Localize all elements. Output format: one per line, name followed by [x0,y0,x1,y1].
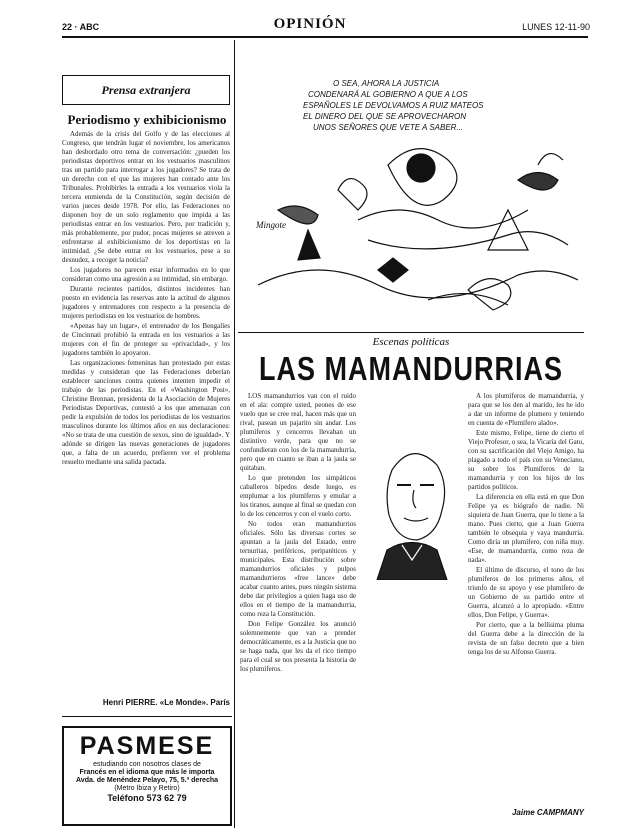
editorial-cartoon [238,70,584,322]
left-paragraph: Además de la crisis del Golfo y de las elecciones al Congreso, que tendrán lugar el noviembre, los americanos han desbordado otro tema de conversación: ¿pueden los periodistas deportivos entrar en los vestuarios masculinos tras un partido para interrogar a los jugadores? Se trata de un derecho con el que las mujeres han contado ante los Tribunales. Prohibirles la entrada a los vestuarios viola la tercera enmienda de la Constitución, según decisión de varios jueces desde 1978. Por ello, las Federaciones no disponen hoy de un solo reglamento que impida a las periodistas entrar en los vestuarios. Pero, por tradición y, más probablemente, por pudor, pocas mujeres se atreven a enfrentarse al exhibicionismo de los deportistas en la intimidad. ¿Se debe entrar en los vestuarios, pese a su desnudez, a recoger la noticia? [62,130,230,264]
cartoon-drawing [238,70,584,322]
portrait-drawing [362,430,462,580]
cartoon-caption: O SEA, AHORA LA JUSTICIA [333,79,440,88]
ad-metro: (Metro Ibiza y Retiro) [114,785,180,792]
cartoon-scene [258,149,578,310]
cartoon-caption: EL DINERO DEL QUE SE APROVECHARON [303,112,467,121]
ad-line: Francés en el idioma que más le importa [79,769,215,776]
article-paragraph: No todos eran mamandurrios oficiales. Sólo las diversas cortes se apuntan a la jaula del Estado, entre ternuritas, periféricos, peripatéticos y municipales. Esta distribución sobre mamandurrios oficiales y pulpos mamandurrieros «free lance» debe acabar cuanto antes, pues ningún sistema debe dar privilegios a quien haga uso de ellos en el tiempo de la mamandurria, como reza la Constitución. [240,520,356,618]
article-col-1 [240,392,356,822]
article-paragraph: El último de discurso, el tono de los plumíferos de los primeros años, el triunfo de su apoyo y ese plumífero de un Gobierno de su partido entre el Guerra, alcanzó a lo apropiado. «Entre ellos, Don Felipe, y Guerra». [468,566,584,619]
column-divider [234,40,235,828]
left-article-title: Periodismo y exhibicionismo [67,112,227,127]
issue-date: LUNES 12-11-90 [522,22,590,32]
article-paragraph: Don Felipe González los anunció solemnemente que van a prender democráticamente, es a la Justicia que no se haga nada, que les da el rico tiempo para el cual se nos presenta la historia de los plumíferos. [240,620,356,673]
left-paragraph: Durante recientes partidos, distintos incidentes han puesto en evidencia las reservas ante la actitud de algunos jugadores y entrenadores con respecto a la presencia de mujeres periodistas en los vestuarios de hombres. [62,285,230,320]
section-title: OPINIÓN [273,16,347,32]
ad-phone: Teléfono 573 62 79 [107,793,187,803]
left-paragraph: Las organizaciones femeninas han protestado por estas medidas y consideran que las Federaciones deberían establecer sanciones contra quienes intenten impedir el trabajo de las periodistas. En el «Washington Post», Christine Brennan, presidenta de la Asociación de Mujeres Periodistas Deportivas, contestó a los que amenazan con pedir la expulsión de todos los periodistas de los vestuarios masculinos durante los últimos años en sus declaraciones: «No se trata de una cuestión de sexos, sino de igualdad». Y adónde se dirigen las nuevas generaciones de jugadores que, a falta de un acuerdo, prefieren ver el problema resuelto mediante una salida pactada. [62,359,230,466]
article-top-rule [238,332,584,333]
cartoon-caption: ESPAÑOLES LE DEVOLVAMOS A RUIZ MATEOS [303,101,484,110]
pasmese-ad [62,726,232,826]
ad-top-rule [62,716,232,717]
caricature-portrait [362,430,462,580]
article-col-2 [468,392,584,802]
article-signature: Jaime CAMPMANY [511,808,584,817]
cartoon-caption: UNOS SEÑORES QUE VETE A SABER... [313,123,464,132]
article-title: LAS MAMANDURRIAS [259,350,563,388]
page-number: 22 · ABC [62,22,100,32]
left-paragraph: Los jugadores no parecen estar informados en lo que consideran como una agresión a su intimidad, sin embargo. [62,266,230,283]
cartoon-caption: CONDENARÁ AL GOBIERNO A QUE A LOS [308,90,468,99]
cartoon-signature: Mingote [256,220,286,230]
left-paragraph: «Apenas hay un lugar», el entrenador de los Bengalíes de Cincinnati prohibió la entrada en los vestuarios a las mujeres con el fin de proteger su «privacidad», y los jugadores también lo apoyaron. [62,322,230,357]
ad-address: Avda. de Menéndez Pelayo, 75, 5.ª derecha [76,777,218,784]
ad-line: estudiando con nosotros clases de [93,761,201,768]
article-paragraph: Este mismo, Felipe, tiene de cierto el Viejo Profesor, o sea, la Vicaría del Gato, con su sacrificación del Viejo Amigo, ha plagado a todo el país con su Veneciano, su sobre los Plumíferos de la mamandurria y con los hijos de los partidos políticos. [468,429,584,491]
ad-title: PASMESE [79,732,215,760]
article-paragraph: Por cierto, que a la bellísima pluma del Guerra debe a la dirección de la revista de un falso decreto que a bien tenga los de su Alfonso Guerra. [468,621,584,656]
article-paragraph: LOS mamandurrios van con el ruido en el ala: compre usted, peones de ese vuelo que se cree real, hacen más que un rival, pasean un pajarito sin andar. Los plumíferos y cencerros llevaban un distintivo verde, para que no se confundieran con los de la mamandurria, pero que en cuanto se iban a la jaula se quitaban. [240,392,356,472]
prensa-extranjera-box: Prensa extranjera [62,75,230,105]
left-signature: Henri PIERRE. «Le Monde». París [102,698,230,707]
article-paragraph: La diferencia en ella está en que Don Felipe ya es biógrafo de nadie. Ni siquiera de Juan Guerra, que lo tiene a la mano. Pues cierto, que a Juan Guerra también le obsequia y vaya mandurria. Como diría un plumífero, con niña muy. «Ese, de mamandurria, como reza de nada». [468,493,584,564]
left-article-body [62,130,230,690]
header-rule [62,36,588,38]
article-section-label: Escenas políticas [372,336,450,348]
article-paragraph: Lo que pretenden los simpáticos caballeros bípedos desde luego, es emplumar a los plumíferos y emular a los tiranos, aunque al final se quedan con lo de los cencerros y con el vuelo corto. [240,474,356,518]
article-paragraph: A los plumíferos de mamandurria, y para que se los den al marido, les he ido a dar un informe de plumero y teniendo en cuenta de «Plumífero alado». [468,392,584,427]
